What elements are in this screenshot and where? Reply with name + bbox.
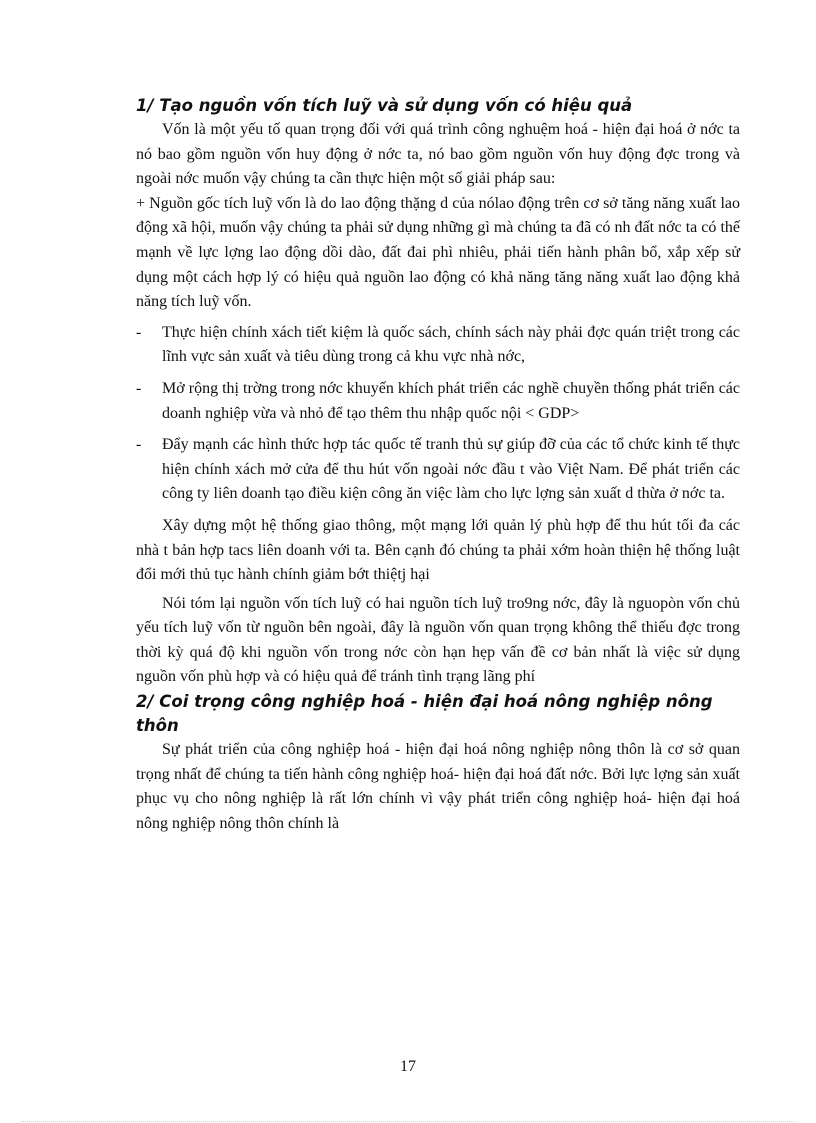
bullet-dash: - [136,436,142,454]
section-1-paragraph-2: + Nguồn gốc tích luỹ vốn là do lao động thặng d của nólao động trên cơ sở tăng năng xuất lao động xã hội, muốn vậy chúng ta phải sử dụng những gì mà chúng ta đã có nh đất nớc ta có thế mạnh về lực lợng lao động dồi dào, đất đai phì nhiêu, phải tiến hành phân bổ, xắp xếp sử dụng một cách hợp lý có hiệu quả nguồn lao động có khả năng tăng năng xuất lao động khả năng tích luỹ vốn. [136,194,740,311]
section-2-paragraph-1: Sự phát triển của công nghiệp hoá - hiện đại hoá nông nghiệp nông thôn là cơ sở quan trọng nhất để chúng ta tiến hành công nghiệp hoá- hiện đại hoá đất nớc. Bởi lực lợng sản xuất phục vụ cho nông nghiệp là rất lớn chính vì vậy phát triển công nghiệp hoá- hiện đại hoá nông nghiệp nông thôn chính là [136,741,740,832]
bullet-dash: - [136,379,142,397]
section-1-paragraph-1: Vốn là một yếu tố quan trọng đối với quá trình công nghuệm hoá - hiện đại hoá ở nớc ta nó bao gồm nguồn vốn huy động ở nớc ta, nó bao gồm nguồn vốn huy động đợc trong và ngoài nớc muốn vậy chúng ta cần thực hiện một số giải pháp sau: [136,121,740,188]
list-item [136,433,740,507]
section-1-paragraph-3: Xây dựng một hệ thống giao thông, một mạng lới quản lý phù hợp để thu hút tối đa các nhà t bản hợp tacs liên doanh với ta. Bên cạnh đó chúng ta phải xớm hoàn thiện hệ thống luật đổi mới thủ tục hành chính giảm bớt thiệtj hại [136,516,740,584]
page-number: 17 [400,1058,416,1075]
section-1-paragraph-4: Nói tóm lại nguồn vốn tích luỹ có hai nguồn tích luỹ tro9ng nớc, đây là nguopòn vốn chủ yếu tích luỹ vốn từ nguồn bên ngoài, đây là nguồn vốn quan trọng không thể thiếu đợc trong thời kỳ quá độ khi nguồn vốn trong nớc còn hạn hẹp vấn đề cơ bản nhất là việc sử dụng nguồn vốn phù hợp và có hiệu quả để tránh tình trạng lãng phí [136,594,740,686]
footer-divider [22,1121,794,1122]
page-content [136,94,740,836]
bullet-dash: - [136,323,142,341]
section-1-heading: 1/ Tạo nguồn vốn tích luỹ và sử dụng vốn có hiệu quả [136,96,633,115]
bullet-text: Đẩy mạnh các hình thức hợp tác quốc tế tranh thủ sự giúp đỡ của các tổ chức kinh tế thực hiện chính xách mở cửa để thu hút vốn ngoài nớc đầu t vào Việt Nam. Để phát triển các công ty liên doanh tạo điều kiện công ăn việc làm cho lực lợng sản xuất d thừa ở nớc ta. [162,436,740,503]
list-item [136,321,740,370]
bullet-text: Mở rộng thị trờng trong nớc khuyến khích phát triển các nghề chuyền thống phát triển các doanh nghiệp vừa và nhỏ để tạo thêm thu nhập quốc nội < GDP> [162,379,740,422]
section-2-heading: 2/ Coi trọng công nghiệp hoá - hiện đại hoá nông nghiệp nông thôn [136,692,713,736]
bullet-list [136,321,740,507]
list-item [136,377,740,426]
bullet-text: Thực hiện chính xách tiết kiệm là quốc sách, chính sách này phải đợc quán triệt trong các lĩnh vực sản xuất và tiêu dùng trong cả khu vực nhà nớc, [162,323,740,366]
